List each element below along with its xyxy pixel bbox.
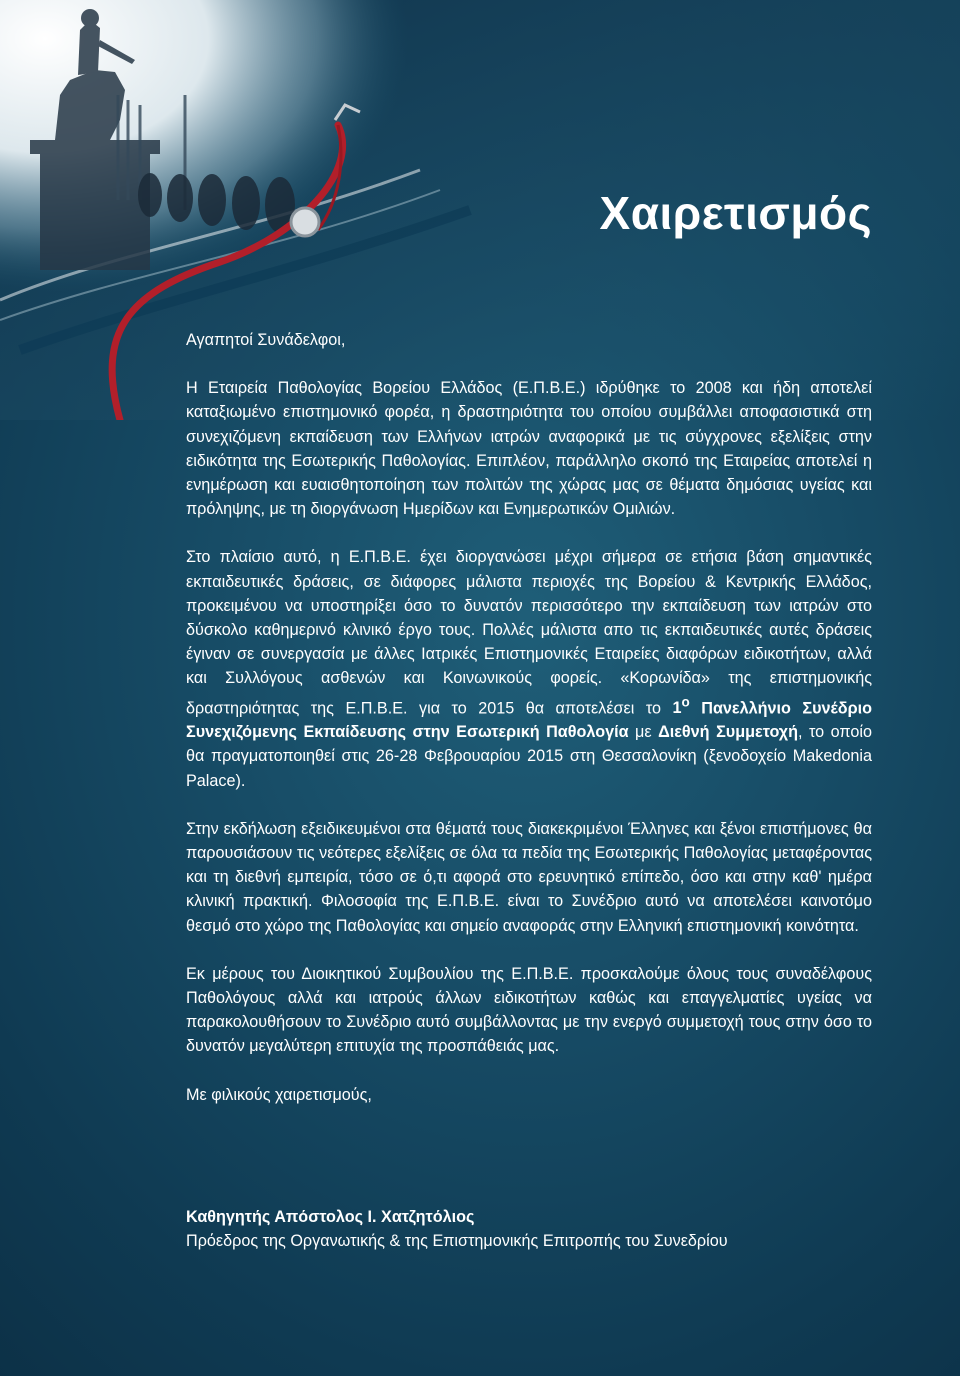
congress-name: Πανελλήνιο Συνέδριο Συνεχιζόμενης Εκπαίδευσης στην Εσωτερική Παθολογία xyxy=(186,699,873,742)
paragraph-intro: Η Εταιρεία Παθολογίας Βορείου Ελλάδος (Ε.Π.Β.Ε.) ιδρύθηκε το 2008 και ήδη αποτελεί καταξιωμένο επιστημονικό φορέα, η δραστηριότητα του οποίου συμβάλλει αποφασιστικά στη συνεχιζόμενη εκπαίδευση των Ελλήνων ιατρών αναφορικά με τις σύγχρονες εξελίξεις στην ειδικότητα της Εσωτερικής Παθολογίας. Επιπλέον, παράλληλο σκοπό της Εταιρείας αποτελεί η ενημέρωση και ευαισθητοποίηση των πολιτών της χώρας μας σε θέματα δημόσιας υγείας και πρόληψης, με τη διοργάνωση Ημερίδων και Ενημερωτικών Ομιλιών. xyxy=(186,379,872,519)
congress-dates: , το οποίο θα πραγματοποιηθεί στις 26-28 Φεβρουαρίου 2015 στη Θεσσαλονίκη (ξενοδοχείο Makedonia Palace). xyxy=(186,723,872,790)
signature-name: Καθηγητής Απόστολος Ι. Χατζητόλιος xyxy=(186,1207,475,1226)
ordinal-number: $1^o$ xyxy=(672,694,690,718)
international-participation: Διεθνή Συμμετοχή xyxy=(658,723,798,742)
signature-block xyxy=(186,1205,872,1253)
signature-title: Πρόεδρος της Οργανωτικής & της Επιστημονικής Επιτροπής του Συνεδρίου xyxy=(186,1232,728,1251)
ordinal-suffix: ο xyxy=(681,694,690,710)
paragraph-congress xyxy=(186,545,872,792)
paragraph-congress-text: Στο πλαίσιο αυτό, η Ε.Π.Β.Ε. έχει διοργανώσει μέχρι σήμερα σε ετήσια βάση σημαντικές εκπαιδευτικές δράσεις, σε διάφορες μάλιστα περιοχές της Βορείου & Κεντρικής Ελλάδος, προκειμένου να υποστηρίξει όσο το δυνατόν περισσότερο την εκπαίδευση των ιατρών στο δύσκολο καθημερινό κλινικό έργο τους. Πολλές μάλιστα απο τις εκπαιδευτικές αυτές δράσεις έγιναν σε συνεργασία με άλλες Ιατρικές Επιστημονικές Εταιρείες διαφόρων ειδικοτήτων, αλλά και Συλλόγους ασθενών και Κοινωνικούς φορείς. «Κορωνίδα» της επιστημονικής δραστηριότητας της Ε.Π.Β.Ε. για το 2015 θα αποτελέσει το xyxy=(186,548,872,718)
letter-body xyxy=(186,328,872,1253)
congress-connector: με xyxy=(628,723,659,742)
page-title: Χαιρετισμός xyxy=(599,187,872,239)
closing: Με φιλικούς χαιρετισμούς, xyxy=(186,1085,372,1104)
salutation: Αγαπητοί Συνάδελφοι, xyxy=(186,331,346,349)
paragraph-invitation: Εκ μέρους του Διοικητικού Συμβουλίου της Ε.Π.Β.Ε. προσκαλούμε όλους τους συναδέλφους Παθολόγους αλλά και ιατρούς άλλων ειδικοτήτων καθώς και επαγγελματίες υγείας να παρακολουθήσουν το Συνέδριο αυτό συμβάλλοντας με την ενεργό συμμετοχή τους στην όσο το δυνατόν μεγαλύτερη επιτυχία της προσπάθειάς μας. xyxy=(186,964,872,1056)
paragraph-speakers: Στην εκδήλωση εξειδικευμένοι στα θέματά τους διακεκριμένοι Έλληνες και ξένοι επιστήμονες θα παρουσιάσουν τις νεότερες εξελίξεις σε όλα τα πεδία της Εσωτερικής Παθολογίας μεταφέροντας και τη διεθνή εμπειρία, τόσο σε ό,τι αφορά στο ερευνητικό επίπεδο, όσο και στην καθ' ημέρα κλινική πρακτική. Φιλοσοφία της Ε.Π.Β.Ε. είναι το Συνέδριο αυτό να αποτελέσει καινοτόμο θεσμό στο χώρο της Παθολογίας και σημείο αναφοράς στην Ελληνική επιστημονική κοινότητα. xyxy=(186,819,872,935)
